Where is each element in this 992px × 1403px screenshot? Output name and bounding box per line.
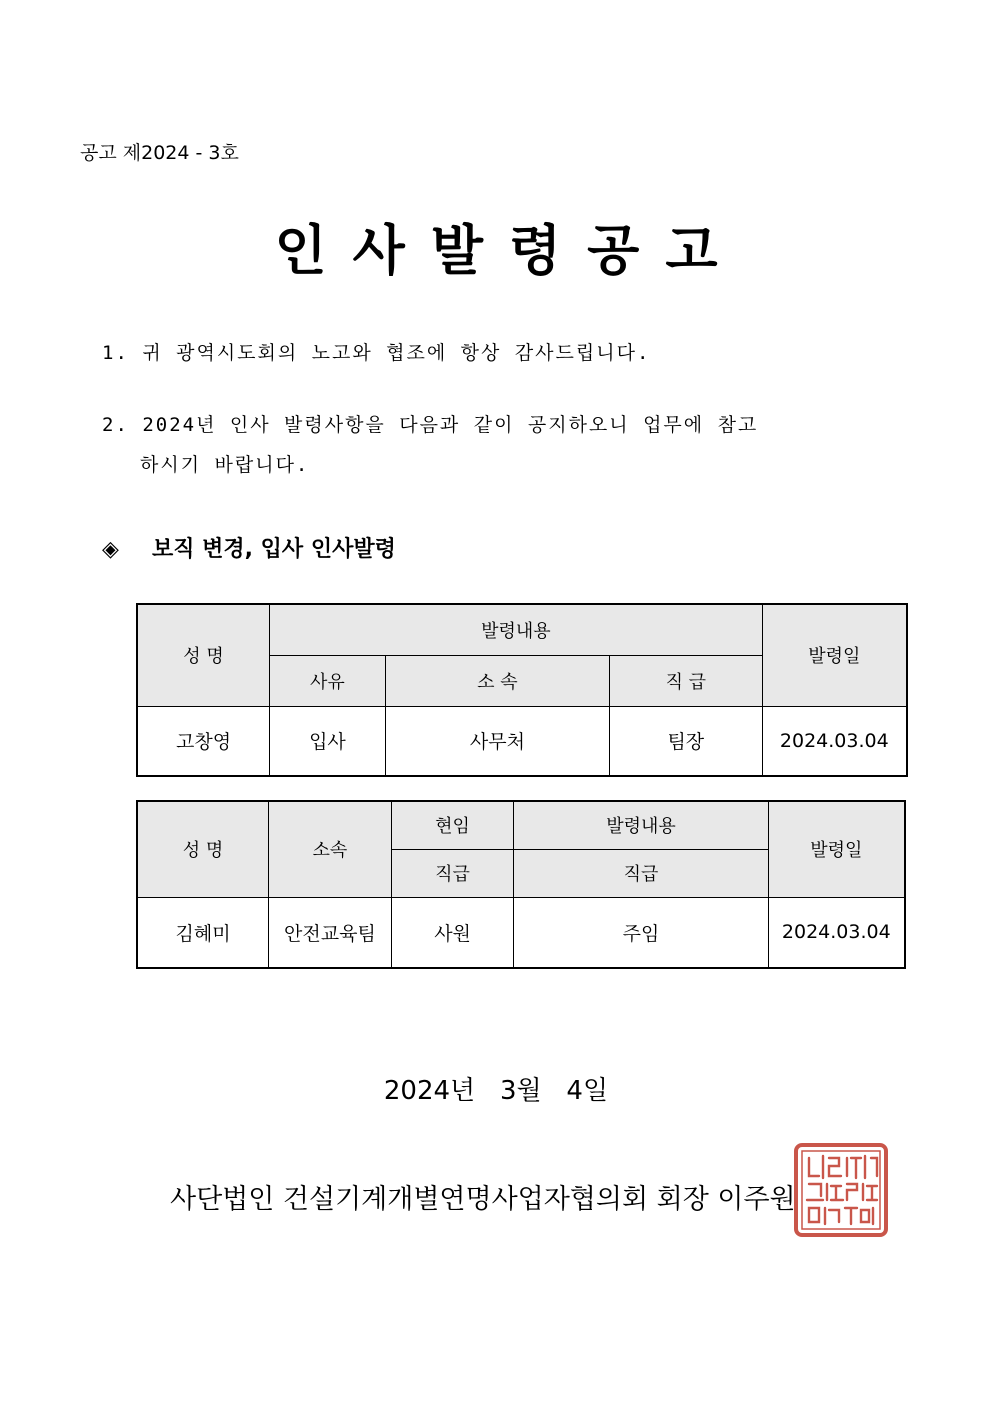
- header-reason: 사유: [270, 655, 386, 706]
- header-rank: 직 급: [610, 655, 763, 706]
- header-date: 발령일: [762, 604, 907, 706]
- section-heading-text: 보직 변경, 입사 인사발령: [152, 537, 396, 562]
- paragraph-2-line-2: 하시기 바랍니다.: [140, 454, 310, 476]
- cell-reason: 입사: [270, 706, 386, 776]
- signer: 사단법인 건설기계개별연명사업자협의회 회장 이주원: [170, 1184, 796, 1215]
- cell-new-rank: 주임: [514, 897, 768, 968]
- page-title: 인사발령공고: [274, 219, 744, 282]
- diamond-marker-icon: ◈: [102, 537, 119, 562]
- header-new-rank: 직급: [514, 849, 768, 897]
- cell-date: 2024.03.04: [768, 897, 905, 968]
- header-date: 발령일: [768, 801, 905, 897]
- cell-name: 고창영: [137, 706, 270, 776]
- appointment-table-1: [136, 603, 908, 777]
- header-content-group: 발령내용: [270, 604, 762, 655]
- header-affiliation: 소속: [269, 801, 392, 897]
- table-row: [137, 706, 907, 776]
- appointment-table-2: [136, 800, 906, 969]
- header-current-group: 현임: [391, 801, 514, 849]
- header-affiliation: 소 속: [385, 655, 609, 706]
- section-heading: [102, 532, 396, 563]
- paragraph-1: 1. 귀 광역시도회의 노고와 협조에 항상 감사드립니다.: [102, 342, 651, 364]
- header-current-rank: 직급: [391, 849, 514, 897]
- official-seal-icon: [793, 1142, 889, 1238]
- cell-affiliation: 안전교육팀: [269, 897, 392, 968]
- header-content-group: 발령내용: [514, 801, 768, 849]
- cell-date: 2024.03.04: [762, 706, 907, 776]
- header-name: 성 명: [137, 801, 269, 897]
- header-name: 성 명: [137, 604, 270, 706]
- table-row: [137, 897, 905, 968]
- notice-number: 공고 제2024 - 3호: [80, 142, 239, 164]
- issue-date: 2024년 3월 4일: [383, 1076, 609, 1106]
- cell-rank: 팀장: [610, 706, 763, 776]
- cell-current-rank: 사원: [391, 897, 514, 968]
- paragraph-2-line-1: 2. 2024년 인사 발령사항을 다음과 같이 공지하오니 업무에 참고: [102, 414, 759, 436]
- cell-name: 김혜미: [137, 897, 269, 968]
- cell-affiliation: 사무처: [385, 706, 609, 776]
